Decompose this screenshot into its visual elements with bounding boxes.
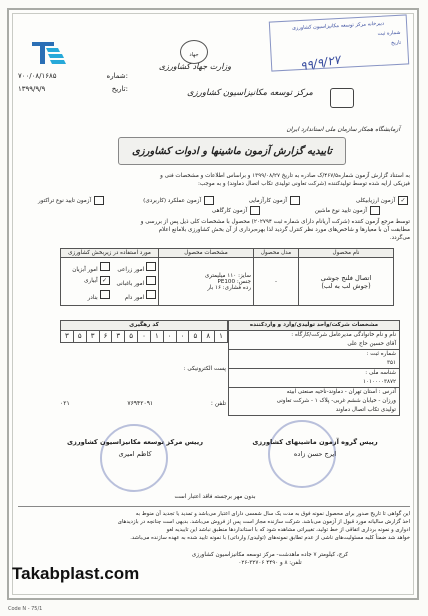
check-box <box>94 196 104 205</box>
tracking-code-digit: ۵ <box>124 331 137 342</box>
check-performance-test <box>143 196 214 205</box>
tracking-code-digit: ۳ <box>65 332 69 340</box>
check-box <box>290 196 300 205</box>
check-label: آزمون ارزیابیکلی <box>355 197 395 204</box>
tracking-code-digit: ۱ <box>214 331 227 342</box>
phone-value: ۷۶۹۴۲۰۹۱ <box>127 400 154 407</box>
watermark-brand: Takabplast.com <box>12 564 140 583</box>
address-label: آدرس : <box>378 389 396 395</box>
tracking-code-header: کد رهگیری <box>61 321 227 331</box>
footer-address: کرج، کیلومتر ۷ جاده ماهدشت- مرکز توسعه مکانیزاسیون کشاورزی <box>191 552 349 558</box>
footer-line-2: اخذ گزارش سالیانه مورد قبول از آزمون می‌باشد. شرکت سازنده مجاز است پس از فروش می‌باشد. بدیهی است چنانچه در بازدیدهای <box>117 519 410 525</box>
jahad-emblem-label: جهاد <box>189 52 199 58</box>
center-name: مرکز توسعه مکانیزاسیون کشاورزی <box>187 88 313 98</box>
check-box <box>100 262 110 271</box>
usage-irrigation <box>63 276 110 287</box>
sign-left-title: رییس مرکز توسعه مکانیزاسیون کشاورزی <box>66 438 203 446</box>
usage-aquaculture <box>63 262 110 273</box>
producer-reg-value: ۳۵۱ <box>229 359 399 369</box>
address-line-1: استان تهران - دماوند-ناحیه صنعتی ابیته <box>286 389 377 395</box>
lab-affiliation: آزمایشگاه همکار سازمان ملی استاندارد ایران <box>286 126 400 133</box>
header-date-label: تاریخ: <box>111 85 128 93</box>
check-field-test <box>249 196 300 205</box>
tracking-code-digit: ۵ <box>188 331 201 342</box>
usage-label: امور زراعی <box>117 267 145 273</box>
check-tractor-type <box>38 196 104 205</box>
check-label: آزمون کارگاهی <box>211 207 247 214</box>
tracking-code-digits <box>61 331 227 342</box>
check-general-evaluation <box>356 196 408 205</box>
th-product-usage: مورد استفاده در زیربخش کشاورزی <box>61 249 159 258</box>
check-box <box>100 290 110 299</box>
address-line-2: ورزان - خیابان ششم غربی- پلاک ۱ - شرکت تعاونی <box>276 398 396 404</box>
check-workshop-test <box>212 206 260 215</box>
producer-national-value: ۱۰۱۰۰۰۰۳۸۷۲ <box>229 378 399 388</box>
producer-ceo-name: آقای حسین حاج علی <box>229 340 399 350</box>
usage-label: امور باغبانی <box>116 281 145 287</box>
cell-product-specs <box>159 258 254 306</box>
phone-row <box>60 400 226 407</box>
header-number-label: شماره: <box>106 72 128 80</box>
producer-national-label: شناسه ملی : <box>365 370 396 376</box>
phone-area-code: ۰۲۱ <box>60 400 70 407</box>
usage-label: بنادر <box>87 295 98 301</box>
cell-product-usage <box>61 258 159 306</box>
registry-stamp-line2: شماره ثبت <box>377 29 401 37</box>
producer-info-box <box>228 320 400 416</box>
header-date-value: ۱۳۹۹/۹/۹ <box>18 85 46 93</box>
test-type-checkboxes <box>18 194 410 216</box>
document-code: Code N - 75/1 <box>8 606 43 612</box>
sign-right-name: ایرج حسن زاده <box>293 450 337 458</box>
intro-paragraph <box>18 172 410 188</box>
footer-line-1: این گواهی تا تاریخ صدور برای محصول نمونه فوق به مدت یک سال شمسی دارای اعتبار می‌باشد و تمدید یا تجدید آن منوط به <box>135 511 410 517</box>
usage-label: امور آبزیان <box>72 267 98 273</box>
footer-phone: تلفن: ۸ و ۴۴۹۰ ۳۲۷۰۶-۰۲۶ <box>238 560 302 566</box>
usage-agronomy <box>110 262 157 273</box>
sign-right-title: رییس گروه آزمون ماشینهای کشاورزی <box>252 438 378 446</box>
footer-line-3: ادواری و نمونه برداری اتفاقی از خط تولید، تغییراتی مشاهده شود که با استانداردها منطبق نباشد این تاییدیه لغو <box>166 527 410 533</box>
producer-header: مشخصات شرکت/واحد تولیدی/وارد و واردکننده <box>229 321 399 331</box>
registry-stamp-line3: تاریخ <box>390 39 402 47</box>
tracking-code-digit: ۳ <box>111 331 124 342</box>
phone-label: تلفن : <box>210 400 226 407</box>
th-product-specs: مشخصات محصول <box>159 249 254 258</box>
producer-address <box>229 388 399 397</box>
tracking-code-digit: ۰ <box>163 331 176 342</box>
postal-label: پست الکترونیکی : <box>183 366 226 372</box>
th-product-name: نام محصول <box>299 249 394 258</box>
tracking-code-digit: ۰ <box>137 331 150 342</box>
check-box <box>146 262 156 271</box>
intro-line-2: فیزیکی ارایه شده توسط تولیدکننده (شرکت تعاونی تولیدی تکاب اتصال دماوند) و به موجب: <box>198 181 410 188</box>
postal-row <box>60 366 226 373</box>
footer-terms <box>18 506 410 542</box>
intro-line-1: به استناد گزارش آزمون شماره۴۶۷/۵/ک صادره به تاریخ ۱۳۹۹/۰۸/۲۷ و براساس اطلاعات و مشخصات فنی و <box>160 173 410 179</box>
producer-reg-label: شماره ثبت : <box>366 351 396 357</box>
certificate-title: تاییدیه گزارش آزمون ماشینها و ادوات کشاورزی <box>118 137 346 165</box>
usage-label: آبیاری <box>84 278 98 284</box>
tracking-code-digit: ۱ <box>150 331 163 342</box>
tracking-code-digit: ۳ <box>86 331 99 342</box>
check-label: آزمون تایید نوع ماشین <box>314 207 367 214</box>
check-box <box>250 206 260 215</box>
check-label: آزمون کارآزمایی <box>248 197 287 204</box>
body-line-1: توسط مرجع آزمون کننده (شرکت آریانام دارای شماره ثبت ۲۰۲۷۹۴) محصول با مشخصات کلی ذیل پس از بررسی و <box>140 219 410 225</box>
check-label: آزمون عملکرد (کاربردی) <box>143 197 201 204</box>
body-line-2: مطابقت آن با معیارها و شاخص‌های مورد نظر کنترل گردید لذا بهره‌برداری از آن بخش کشاورزی بلامانع اعلام <box>158 227 410 234</box>
check-box <box>204 196 214 205</box>
check-box: ✓ <box>100 276 110 285</box>
check-box <box>370 206 380 215</box>
cell-product-model: - <box>254 258 299 306</box>
product-name-line2: (جوش لب به لب) <box>321 281 371 290</box>
seal-note: بدون مهر برجسته فاقد اعتبار است <box>174 494 256 500</box>
registry-handwritten-date: ۹۹/۹/۲۷ <box>299 52 342 74</box>
spec-material: جنس: PE100 <box>217 278 251 285</box>
usage-label: امور دام <box>124 295 145 301</box>
tracking-code-digit: ۵ <box>73 331 86 342</box>
cell-product-name <box>299 258 394 306</box>
tracking-code-digit: ۸ <box>201 331 214 342</box>
usage-livestock <box>110 290 157 301</box>
tracking-code-digit: ۰ <box>176 331 189 342</box>
jahad-emblem-icon <box>180 40 208 64</box>
ministry-name: وزارت جهاد کشاورزی <box>158 62 232 71</box>
usage-horticulture <box>110 276 157 287</box>
address-line-3: تولیدی تکاب اتصال دماوند <box>335 407 396 413</box>
check-label: آزمون تایید نوع تراکتور <box>38 197 91 204</box>
check-box: ✓ <box>398 196 408 205</box>
product-name-line1: اتصال فلنج جوشی <box>320 273 372 282</box>
company-logo-icon <box>30 40 66 70</box>
check-box <box>146 290 156 299</box>
th-product-model: مدل محصول <box>254 249 299 258</box>
iso-badge-icon <box>330 88 354 108</box>
official-seal-left <box>100 424 168 492</box>
product-table <box>60 248 394 306</box>
producer-ceo-label: نام و نام خانوادگی مدیرعامل شرکت/کارگاه : <box>291 332 396 338</box>
check-machine-type <box>315 206 380 215</box>
usage-ports <box>63 290 110 301</box>
sign-left-name: کاظم امیری <box>118 450 152 458</box>
tracking-code-digit: ۶ <box>99 331 112 342</box>
tracking-code-box <box>60 320 228 343</box>
header-number-value: ۷۰۰/۰۸/۱۶۸۵ <box>18 72 57 80</box>
spec-pressure: رده فشاری: ۱۶ بار <box>207 284 251 291</box>
spec-size: سایز: ۱۱۰ میلیمتری <box>204 272 251 279</box>
check-box <box>146 276 156 285</box>
body-paragraph <box>18 218 410 243</box>
footer-line-4: خواهد شد ضمناً کلیه مسئولیت‌های ناشی از عدم تطابق نمونه‌های (تولیدی/ وارداتی) با نمونه تایید شده به عهده سازنده می‌باشد. <box>130 535 410 541</box>
registry-stamp-line1: دبیرخانه مرکز توسعه مکانیزاسیون کشاورزی <box>291 20 385 32</box>
header-number-date <box>18 70 128 96</box>
body-line-3: می‌گردد. <box>389 235 410 242</box>
